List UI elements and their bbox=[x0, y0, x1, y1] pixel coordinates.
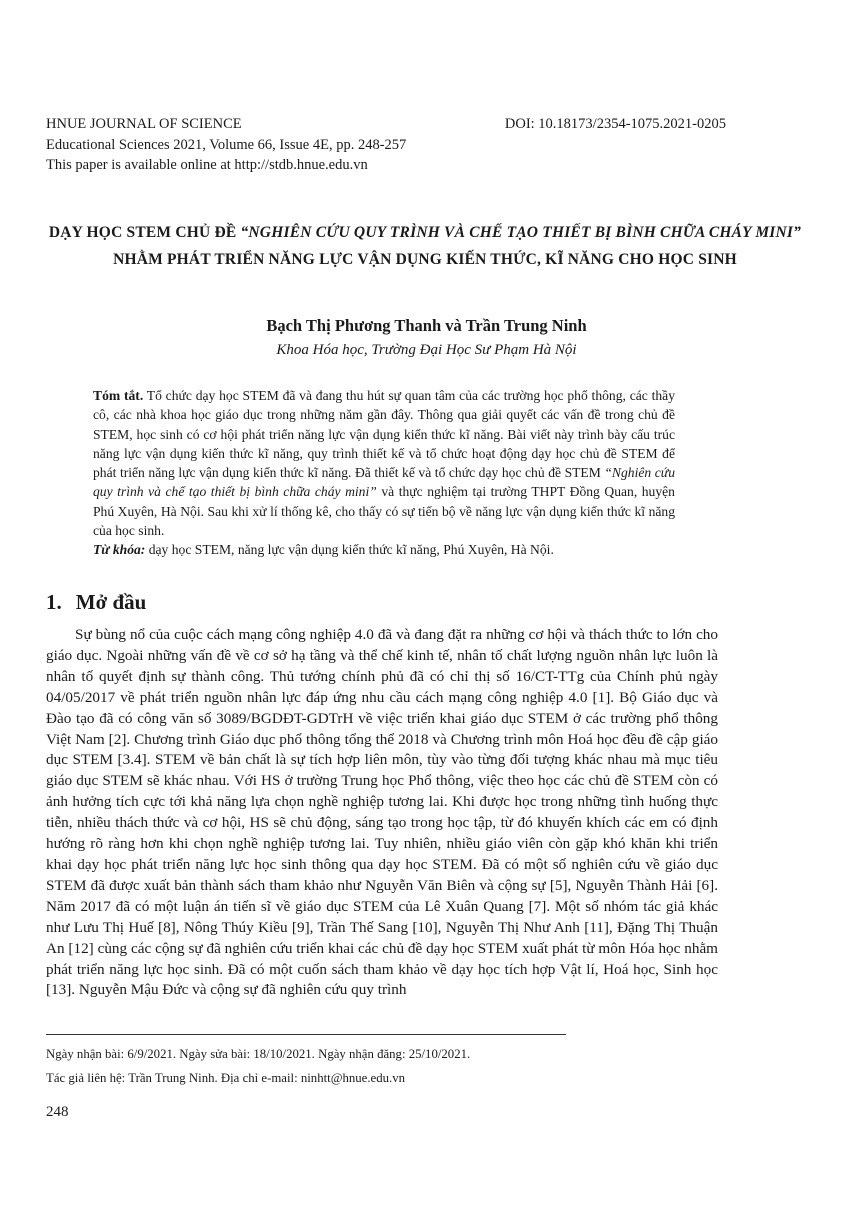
abstract-text-2: và thực nghiệm tại trường THPT Đồng Quan, huyện Phú Xuyên, Hà Nội. Sau khi xử lí thống kê, cho thấy có sự tiến bộ về năng lực vận dụng kiến thức kĩ năng của học sinh. bbox=[93, 484, 675, 539]
availability-note[interactable]: This paper is available online at http://stdb.hnue.edu.vn bbox=[46, 157, 368, 173]
keywords: dạy học STEM, năng lực vận dụng kiến thức kĩ năng, Phú Xuyên, Hà Nội. bbox=[145, 542, 554, 558]
volume-info: Educational Sciences 2021, Volume 66, Issue 4E, pp. 248-257 bbox=[46, 136, 407, 153]
journal-header bbox=[46, 114, 726, 176]
footnote-divider bbox=[46, 1034, 566, 1035]
section-number: 1. bbox=[46, 590, 62, 614]
page-number: 248 bbox=[46, 1104, 69, 1120]
section-title: Mở đầu bbox=[75, 590, 147, 614]
title-part1: DẠY HỌC STEM CHỦ ĐỀ bbox=[48, 224, 241, 241]
affiliation: Khoa Hóa học, Trường Đại Học Sư Phạm Hà Nội bbox=[276, 342, 577, 358]
abstract-topic: “Nghiên cứu quy trình và chế tạo thiết bị bình chữa cháy mini” bbox=[93, 465, 675, 500]
section-heading bbox=[46, 590, 146, 615]
body-text bbox=[46, 625, 718, 1001]
authors: Bạch Thị Phương Thanh và Trần Trung Ninh bbox=[266, 316, 587, 335]
footnote-dates: Ngày nhận bài: 6/9/2021. Ngày sửa bài: 18/10/2021. Ngày nhận đăng: 25/10/2021. bbox=[46, 1047, 471, 1061]
body-paragraph: Sự bùng nổ của cuộc cách mạng công nghiệp 4.0 đã và đang đặt ra những cơ hội và thách thức to lớn cho giáo dục. Ngoài những vấn đề về cơ sở hạ tầng và thể chế kinh tế, nhân tố chất lượng nguồn nhân lực luôn là nhân tố quyết định sự thành công. Thủ tướng chính phủ đã có chỉ thị số 16/CT-TTg của Chính phủ ngày 04/05/2017 về phát triển nguồn nhân lực đáp ứng nhu cầu cách mạng công nghiệp 4.0 [1]. Bộ Giáo dục và Đào tạo đã có công văn số 3089/BGDĐT-GDTrH về việc triển khai giáo dục STEM ở các trường phổ thông Việt Nam [2]. Chương trình Giáo dục phổ thông tổng thể 2018 và Chương trình môn Hoá học đều đề cập giáo dục STEM [3.4]. STEM về bản chất là sự tích hợp liên môn, tùy vào từng đối tượng khác nhau mà mục tiêu giáo dục STEM sẽ khác nhau. Với HS ở trường Trung học Phổ thông, việc theo học các chủ đề STEM còn có ảnh hưởng tích cực tới khả năng lựa chọn nghề nghiệp tương lai. Khi được học trong những tình huống thực tiễn, nhiều thách thức và cơ hội, HS sẽ chủ động, sáng tạo trong học tập, từ đó khuyến khích các em có định hướng rõ ràng hơn khi chọn nghề nghiệp tương lai. Tuy nhiên, nhiều giáo viên còn gặp khó khăn khi triển khai dạy học phát triển năng lực học sinh thông qua dạy học STEM. Đã có một số nghiên cứu về giáo dục STEM đã được xuất bản thành sách tham khảo như Nguyễn Văn Biên và cộng sự [5], Nguyễn Thành Hải [6]. Năm 2017 đã có một luận án tiến sĩ về giáo dục STEM của Lê Xuân Quang [7]. Một số nhóm tác giả khác như Lưu Thị Huế [8], Nông Thúy Kiều [9], Trần Thế Sang [10], Nguyễn Thị Như Anh [11], Đặng Thị Thuận An [12] cùng các cộng sự đã nghiên cứu triển khai các chủ đề dạy học STEM xuất phát từ môn Hóa học nhằm phát triển năng lực học sinh. Đã có một cuốn sách tham khảo về dạy học tích hợp Vật lí, Hoá học, Sinh học [13]. Nguyễn Mậu Đức và cộng sự đã nghiên cứu quy trình bbox=[46, 626, 718, 999]
doi[interactable]: DOI: 10.18173/2354-1075.2021-0205 bbox=[504, 116, 726, 132]
abstract-text-1: Tổ chức dạy học STEM đã và đang thu hút sự quan tâm của các trường học phổ thông, các thầy cô, các nhà khoa học giáo dục trong những năm gần đây. Thông qua giải quyết các vấn đề trong chủ đề STEM, học sinh có cơ hội phát triển năng lực vận dụng kiến thức kĩ năng. Bài viết này trình bày cấu trúc năng lực vận dụng kiến thức kĩ năng, quy trình thiết kế và tổ chức hoạt động dạy học chủ đề STEM để phát triển năng lực vận dụng kiến thức kĩ năng. Đã thiết kế và tổ chức dạy học chủ đề STEM bbox=[93, 388, 675, 481]
footnote-contact: Tác giả liên hệ: Trần Trung Ninh. Địa chỉ e-mail: ninhtt@hnue.edu.vn bbox=[46, 1071, 406, 1085]
paper-title bbox=[40, 219, 810, 273]
title-part2: NHẰM PHÁT TRIỂN NĂNG LỰC VẬN DỤNG KIẾN THỨC, KĨ NĂNG CHO HỌC SINH bbox=[113, 251, 737, 268]
abstract-label: Tóm tắt. bbox=[93, 388, 144, 403]
journal-name: HNUE JOURNAL OF SCIENCE bbox=[46, 116, 242, 132]
title-topic: “NGHIÊN CỨU QUY TRÌNH VÀ CHẾ TẠO THIẾT BỊ BÌNH CHỮA CHÁY MINI” bbox=[240, 224, 802, 241]
abstract bbox=[93, 386, 675, 560]
keywords-label: Từ khóa: bbox=[93, 542, 146, 558]
